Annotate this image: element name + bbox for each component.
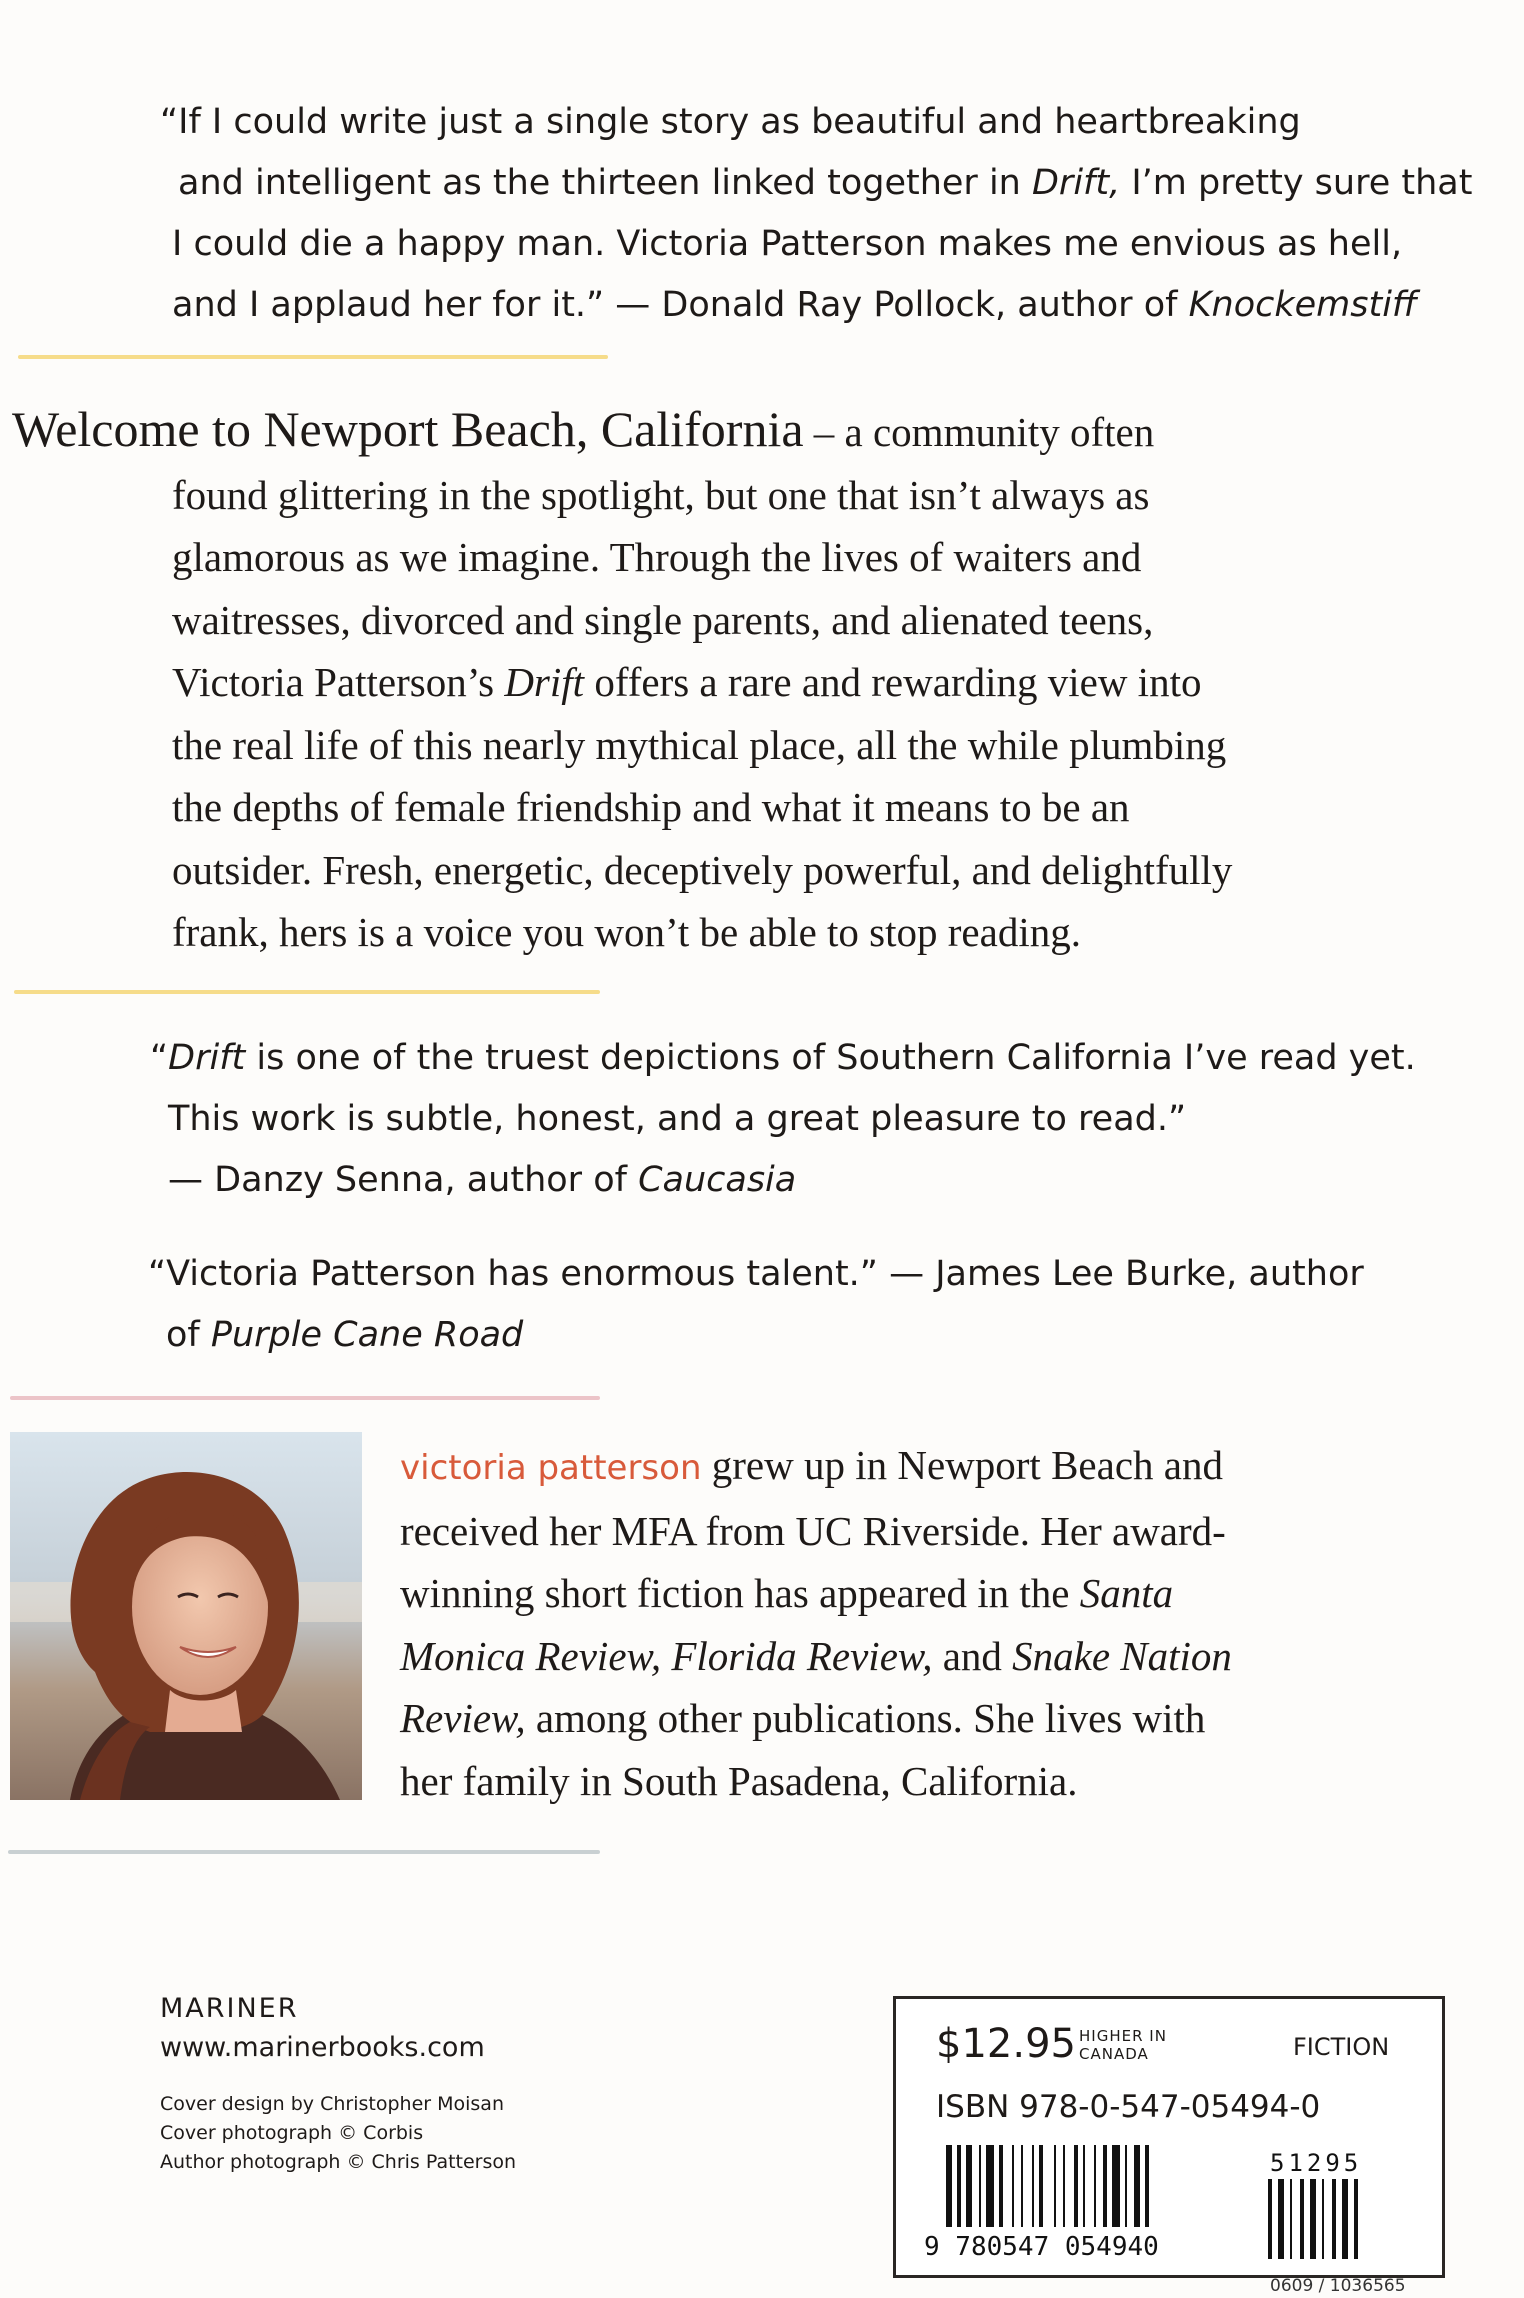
barcode-bar: [1063, 2145, 1065, 2227]
barcode-bar: [1103, 2145, 1107, 2227]
book-title-drift: Drift: [168, 1038, 246, 1078]
barcode-bar: [957, 2145, 961, 2227]
quote-senna-line-1: “Drift is one of the truest depictions of Southern California I’ve read yet.: [150, 1038, 1416, 1078]
barcode: [918, 2145, 1428, 2265]
addon-bar: [1310, 2179, 1316, 2259]
quote-pollock-line-1: “If I could write just a single story as beautiful and heartbreaking: [160, 102, 1301, 142]
addon-bar: [1268, 2179, 1272, 2259]
blurb-lead: Welcome to Newport Beach, California: [12, 401, 804, 457]
quote-senna: [150, 1028, 1416, 1211]
bio-line-6: her family in South Pasadena, California.: [400, 1757, 1078, 1804]
blurb-line-5: Victoria Patterson’s Drift offers a rare and rewarding view into: [172, 659, 1202, 705]
barcode-bar: [1134, 2145, 1140, 2227]
bio-line-3: winning short fiction has appeared in the Santa: [400, 1570, 1174, 1616]
bio-line-2: received her MFA from UC Riverside. Her award-: [400, 1507, 1226, 1554]
barcode-bar: [1112, 2145, 1120, 2227]
barcode-bar: [1012, 2145, 1014, 2227]
publisher-brand: MARINER: [160, 1993, 299, 2024]
divider-yellow-1: [18, 355, 608, 359]
addon-bar: [1322, 2179, 1324, 2259]
isbn: ISBN 978-0-547-05494-0: [936, 2089, 1321, 2125]
addon-bar: [1342, 2179, 1348, 2259]
credit-author-photo: Author photograph © Chris Patterson: [160, 2151, 517, 2173]
barcode-bar: [966, 2145, 972, 2227]
blurb-line-3: glamorous as we imagine. Through the lives of waiters and: [172, 534, 1142, 580]
quote-pollock: [160, 92, 1472, 336]
addon-bar: [1300, 2179, 1304, 2259]
quote-burke: [148, 1244, 1364, 1366]
blurb-line-2: found glittering in the spotlight, but one that isn’t always as: [172, 471, 1150, 518]
book-title-knockemstiff: Knockemstiff: [1188, 285, 1418, 325]
barcode-bar: [946, 2145, 952, 2227]
barcode-bar: [1094, 2145, 1096, 2227]
blurb-line-1: Welcome to Newport Beach, California – a community often: [12, 401, 1155, 457]
author-bio: [400, 1434, 1232, 1812]
bio-line-5: Review, among other publications. She lives with: [400, 1695, 1206, 1741]
barcode-bar: [1083, 2145, 1085, 2227]
barcode-digits: 9 780547 054940: [924, 2232, 1159, 2262]
barcode-bar: [999, 2145, 1003, 2227]
publisher-info: [160, 1990, 516, 2177]
blurb-line-4: waitresses, divorced and single parents, and alienated teens,: [172, 596, 1154, 643]
blurb-line-9: frank, hers is a voice you won’t be able to stop reading.: [172, 909, 1081, 955]
addon-digits: 51295: [1270, 2149, 1363, 2177]
price: $12.95: [936, 2021, 1076, 2067]
genre-label: FICTION: [1293, 2033, 1390, 2061]
barcode-bar: [979, 2145, 981, 2227]
quote-pollock-line-4: and I applaud her for it.” — Donald Ray Pollock, author of Knockemstiff: [172, 285, 1418, 325]
bio-line-1: victoria patterson grew up in Newport Beach and: [400, 1442, 1223, 1488]
addon-bar: [1278, 2179, 1284, 2259]
credit-cover-photo: Cover photograph © Corbis: [160, 2122, 424, 2144]
divider-pink: [10, 1396, 600, 1400]
barcode-bar: [1032, 2145, 1034, 2227]
quote-senna-line-3: — Danzy Senna, author of Caucasia: [168, 1160, 797, 1200]
credit-cover-design: Cover design by Christopher Moisan: [160, 2093, 504, 2115]
author-name: victoria patterson: [400, 1448, 702, 1488]
quote-burke-line-1: “Victoria Patterson has enormous talent.” — James Lee Burke, author: [148, 1254, 1364, 1294]
divider-yellow-2: [14, 990, 600, 994]
credits: [160, 2090, 516, 2177]
divider-gray: [8, 1850, 600, 1854]
book-blurb: [12, 398, 1233, 964]
price-note: HIGHER IN CANADA: [1079, 2027, 1167, 2063]
barcode-bar: [1145, 2145, 1149, 2227]
book-title-purple-cane-road: Purple Cane Road: [210, 1315, 524, 1355]
barcode-bar: [1021, 2145, 1023, 2227]
quote-senna-line-2: This work is subtle, honest, and a great pleasure to read.”: [168, 1099, 1187, 1139]
barcode-bar: [1039, 2145, 1043, 2227]
bio-line-4: Monica Review, Florida Review, and Snake Nation: [400, 1632, 1232, 1679]
quote-pollock-line-2: and intelligent as the thirteen linked together in Drift, I’m pretty sure that: [178, 163, 1473, 203]
catalog-number: 0609 / 1036565: [1270, 2276, 1406, 2296]
author-photo: [10, 1432, 362, 1800]
addon-bar: [1354, 2179, 1358, 2259]
barcode-bar: [986, 2145, 994, 2227]
publisher-url: www.marinerbooks.com: [160, 2032, 485, 2063]
quote-pollock-line-3: I could die a happy man. Victoria Patterson makes me envious as hell,: [172, 224, 1403, 264]
blurb-line-6: the real life of this nearly mythical place, all the while plumbing: [172, 721, 1227, 768]
book-title-caucasia: Caucasia: [638, 1160, 797, 1200]
barcode-bar: [1054, 2145, 1056, 2227]
quote-burke-line-2: of Purple Cane Road: [166, 1315, 524, 1355]
price-barcode-box: [893, 1996, 1445, 2278]
addon-bar: [1290, 2179, 1292, 2259]
book-title-drift: Drift,: [1031, 163, 1121, 203]
barcode-bar: [1125, 2145, 1127, 2227]
blurb-line-8: outsider. Fresh, energetic, deceptively powerful, and delightfully: [172, 846, 1233, 893]
blurb-line-7: the depths of female friendship and what it means to be an: [172, 784, 1130, 830]
barcode-bar: [1074, 2145, 1078, 2227]
addon-bar: [1332, 2179, 1336, 2259]
book-title-drift: Drift: [504, 659, 585, 705]
